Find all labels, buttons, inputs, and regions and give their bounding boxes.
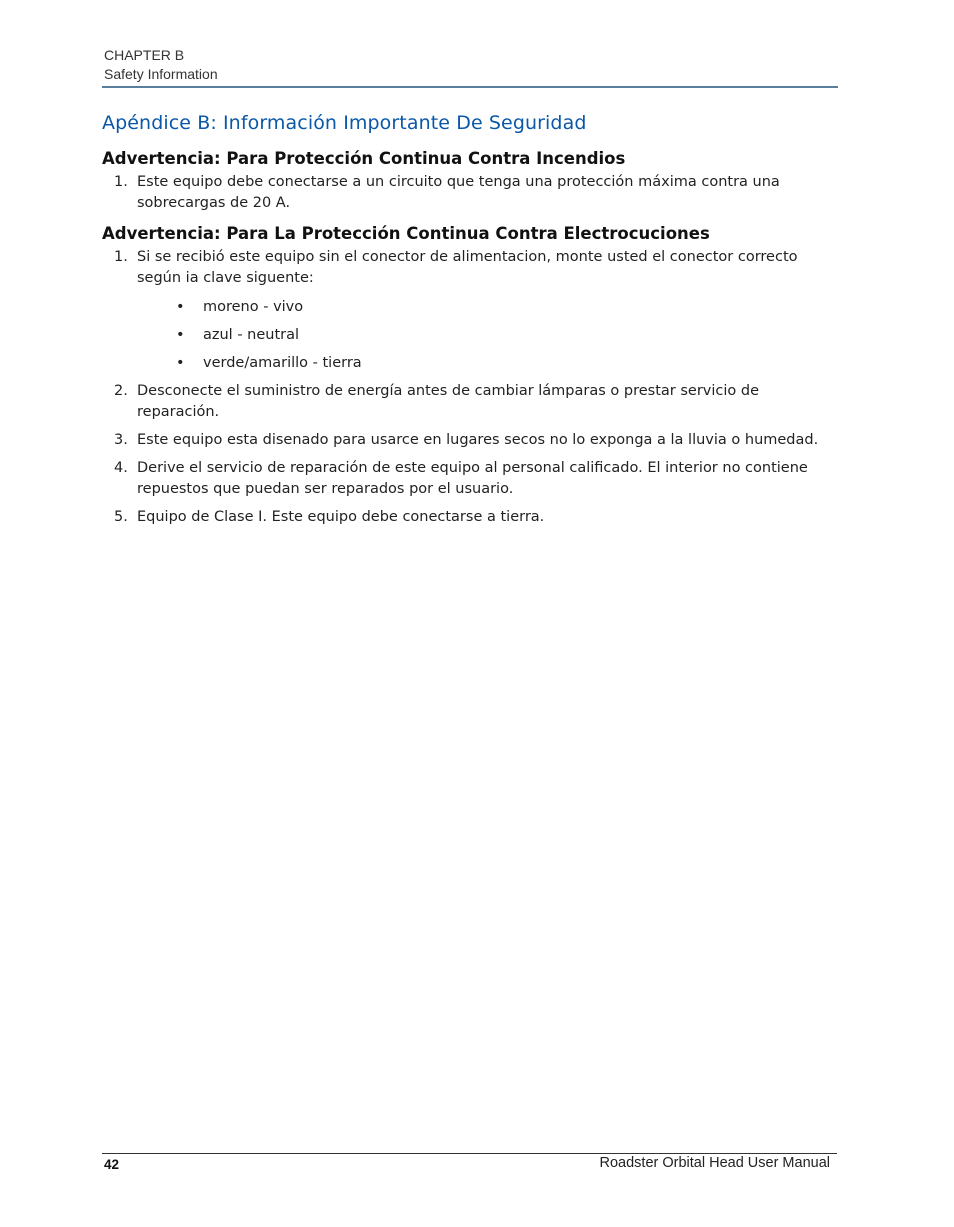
item-text: Equipo de Clase I. Este equipo debe conectarse a tierra. (137, 509, 545, 525)
item-text: Este equipo debe conectarse a un circuito que tenga una protección máxima contra una sobrecargas de 20 A. (137, 174, 780, 211)
footer-divider (102, 1153, 837, 1154)
bullet-mark: • (176, 327, 185, 343)
item-number: 5. (114, 509, 128, 525)
wire-color-list (137, 297, 837, 374)
list-item (102, 247, 837, 374)
bullet-item (137, 297, 837, 318)
item-text: Si se recibió este equipo sin el conector de alimentacion, monte usted el conector correcto según ia clave siguente: (137, 249, 798, 286)
item-number: 4. (114, 460, 128, 476)
chapter-label: CHAPTER B (104, 47, 185, 63)
item-number: 2. (114, 383, 128, 399)
item-text: Desconecte el suministro de energía antes de cambiar lámparas o prestar servicio de reparación. (137, 383, 760, 420)
item-text: Derive el servicio de reparación de este equipo al personal calificado. El interior no contiene repuestos que puedan ser reparados por el usuario. (137, 460, 808, 497)
section-label: Safety Information (104, 66, 218, 82)
page-title: Apéndice B: Información Importante De Seguridad (102, 112, 587, 134)
bullet-item (137, 353, 837, 374)
bullet-text: moreno - vivo (203, 299, 304, 315)
item-text: Este equipo esta disenado para usarce en lugares secos no lo exponga a la lluvia o humedad. (137, 432, 819, 448)
bullet-mark: • (176, 355, 185, 371)
list-item (102, 172, 837, 214)
shock-warning-list (102, 247, 837, 528)
manual-title: Roadster Orbital Head User Manual (599, 1155, 830, 1171)
running-header (104, 46, 218, 84)
bullet-mark: • (176, 299, 185, 315)
item-number: 1. (114, 174, 128, 190)
bullet-item (137, 325, 837, 346)
list-item (102, 381, 837, 423)
warning-heading-shock: Advertencia: Para La Protección Continua Contra Electrocuciones (102, 224, 710, 243)
list-item (102, 430, 837, 451)
fire-warning-list (102, 172, 837, 214)
header-divider (102, 86, 838, 88)
document-body (102, 148, 837, 528)
list-item (102, 507, 837, 528)
warning-heading-fire: Advertencia: Para Protección Continua Contra Incendios (102, 149, 626, 168)
bullet-text: azul - neutral (203, 327, 300, 343)
bullet-text: verde/amarillo - tierra (203, 355, 362, 371)
item-number: 3. (114, 432, 128, 448)
page-number: 42 (104, 1157, 120, 1172)
list-item (102, 458, 837, 500)
item-number: 1. (114, 249, 128, 265)
